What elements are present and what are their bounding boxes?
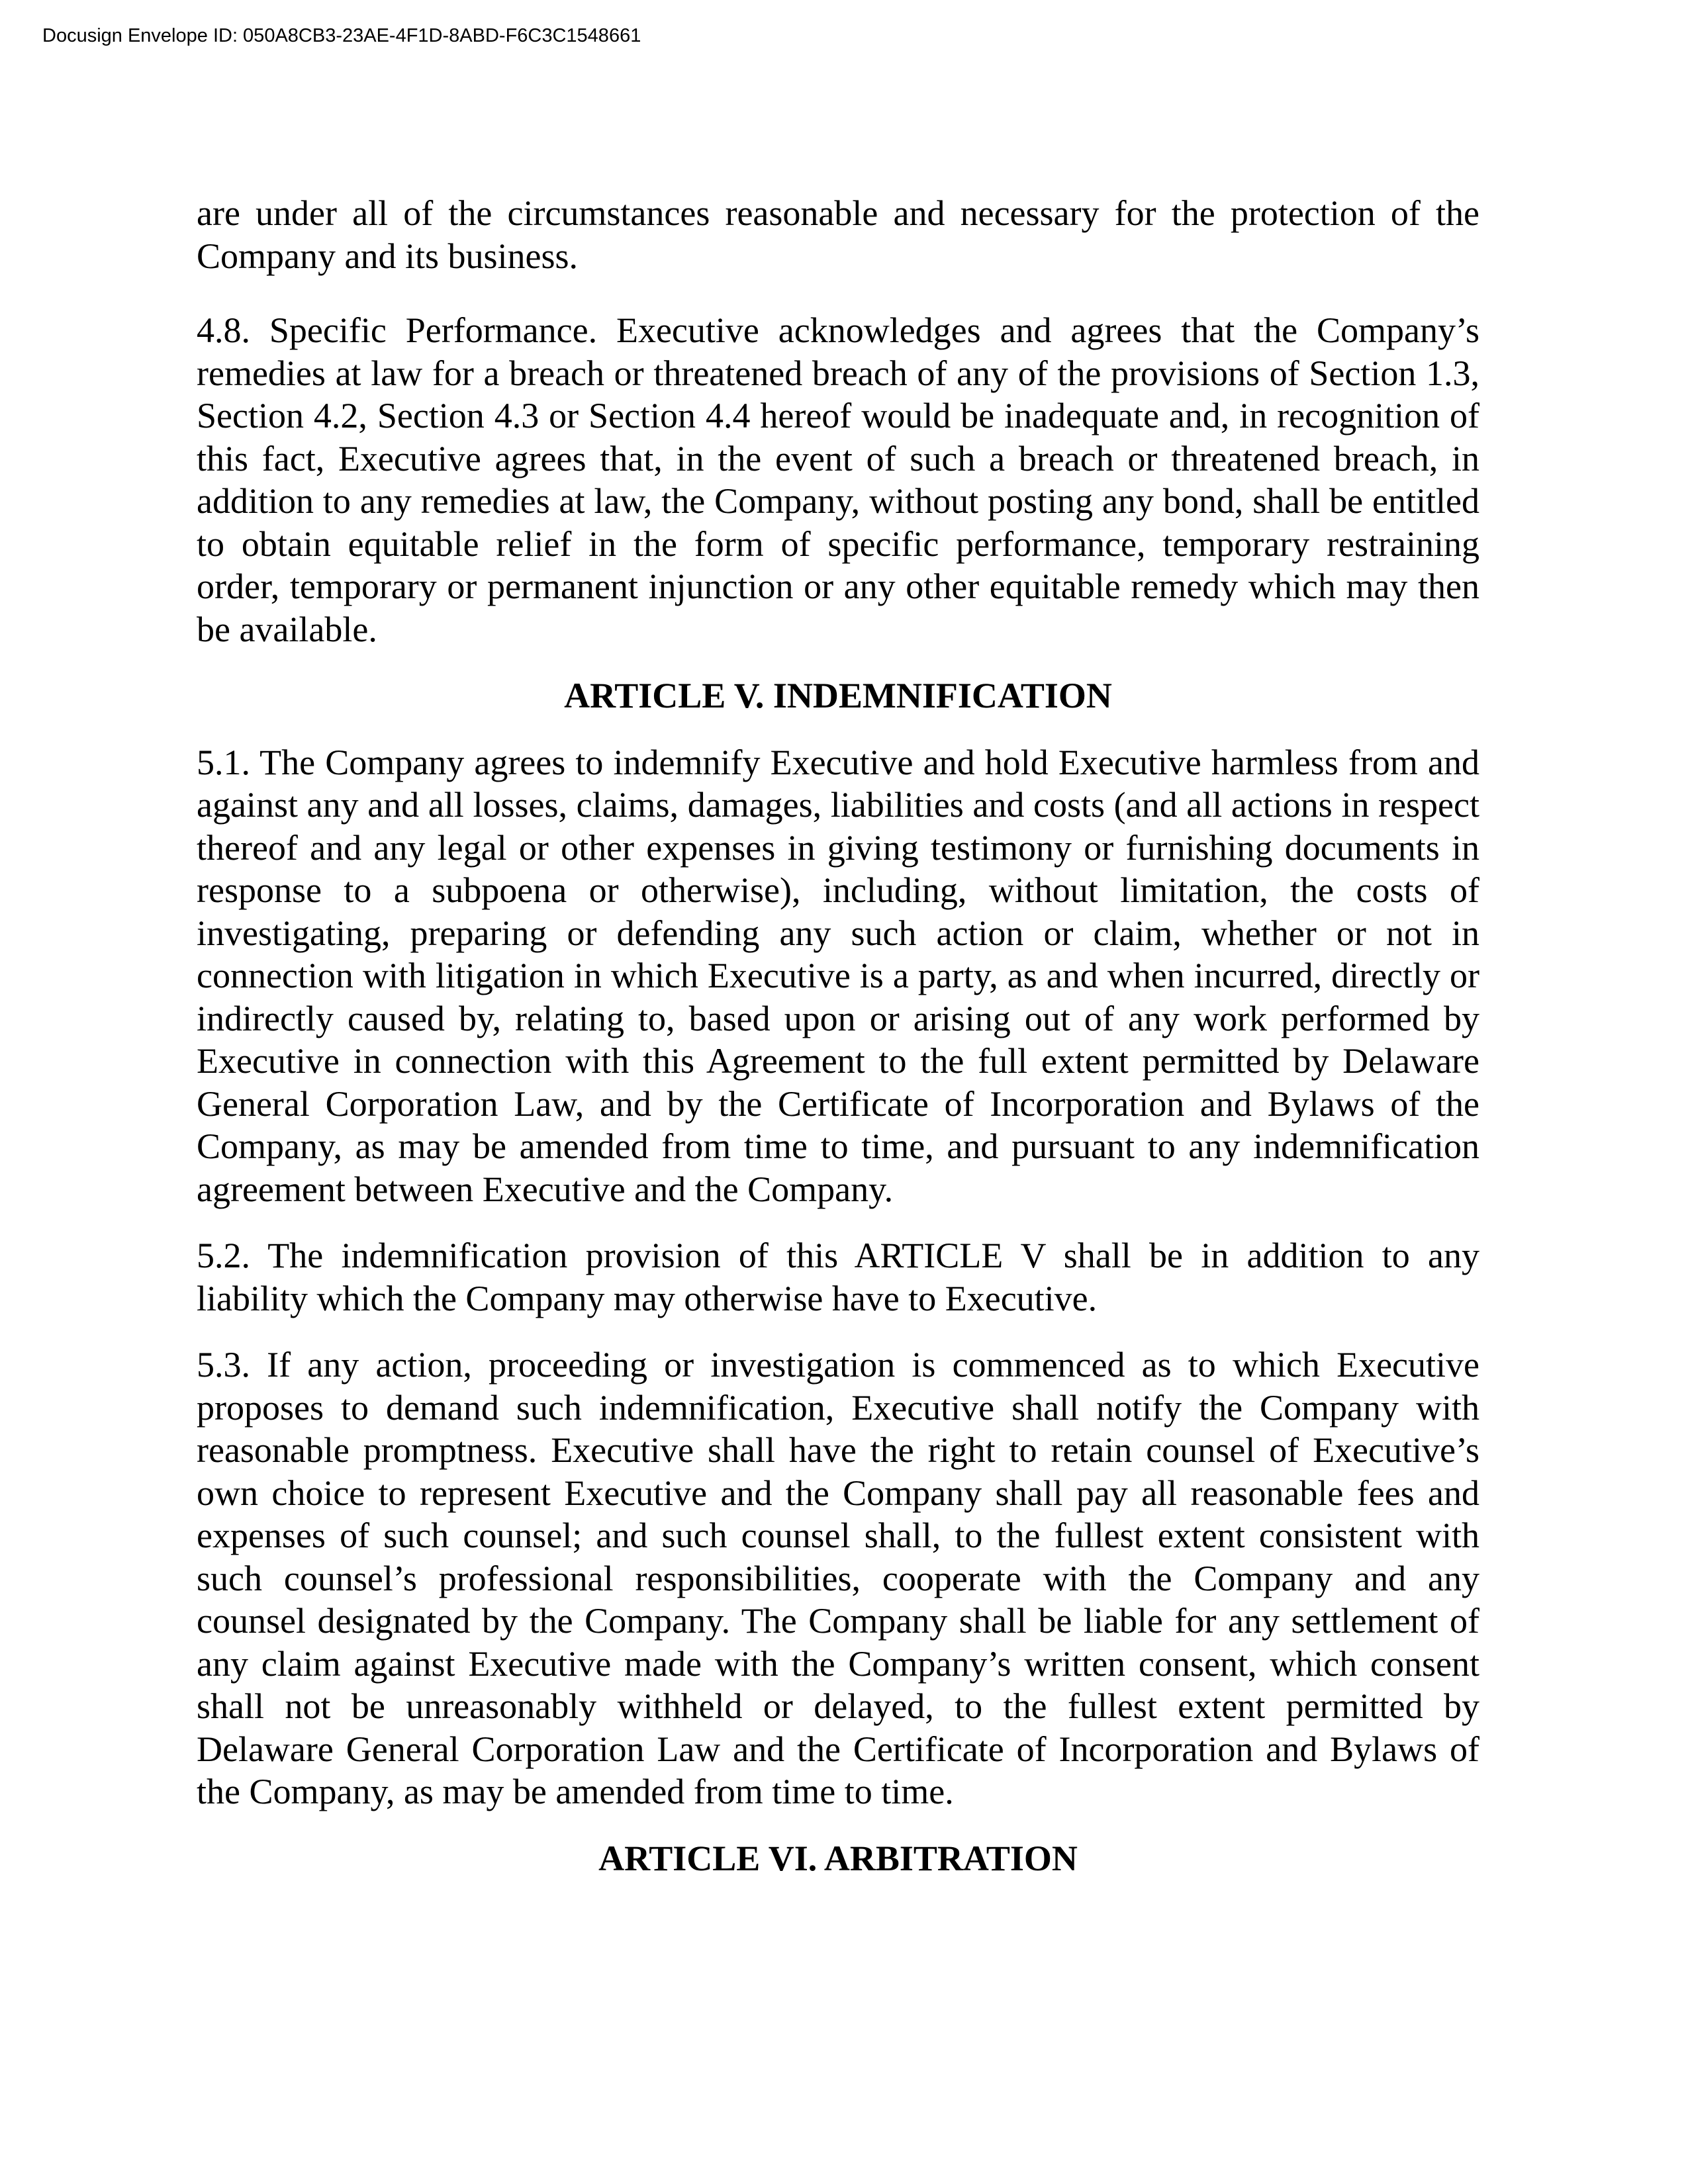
article-6-heading: ARTICLE VI. ARBITRATION (598, 1838, 1078, 1878)
section-4-8-paragraph: 4.8. Specific Performance. Executive acknowledges and agrees that the Company’s remedies at law for a breach or threatened breach of any of the provisions of Section 1.3, Section 4.2, Section 4.3 or Section 4.4 hereof would be inadequate and, in recognition of this fact, Executive agrees that, in the event of such a breach or threatened breach, in addition to any remedies at law, the Company, without posting any bond, shall be entitled to obtain equitable relief in the form of specific performance, temporary restraining order, temporary or permanent injunction or any other equitable remedy which may then be available. (197, 310, 1479, 649)
continuation-paragraph: are under all of the circumstances reasonable and necessary for the protection of the Company and its business. (197, 193, 1479, 276)
section-5-1-paragraph: 5.1. The Company agrees to indemnify Executive and hold Executive harmless from and against any and all losses, claims, damages, liabilities and costs (and all actions in respect thereof and any legal or other expenses in giving testimony or furnishing documents in response to a subpoena or otherwise), including, without limitation, the costs of investigating, preparing or defending any such action or claim, whether or not in connection with litigation in which Executive is a party, as and when incurred, directly or indirectly caused by, relating to, based upon or arising out of any work performed by Executive in connection with this Agreement to the full extent permitted by Delaware General Corporation Law, and by the Certificate of Incorporation and Bylaws of the Company, as may be amended from time to time, and pursuant to any indemnification agreement between Executive and the Company. (197, 742, 1479, 1209)
article-5-heading: ARTICLE V. INDEMNIFICATION (564, 676, 1112, 715)
envelope-id: Docusign Envelope ID: 050A8CB3-23AE-4F1D-8ABD-F6C3C1548661 (42, 25, 641, 46)
document-body (197, 192, 1479, 1903)
section-5-2-paragraph: 5.2. The indemnification provision of this ARTICLE V shall be in addition to any liability which the Company may otherwise have to Executive. (197, 1236, 1479, 1318)
section-5-3-paragraph: 5.3. If any action, proceeding or investigation is commenced as to which Executive proposes to demand such indemnification, Executive shall notify the Company with reasonable promptness. Executive shall have the right to retain counsel of Executive’s own choice to represent Executive and the Company shall pay all reasonable fees and expenses of such counsel; and such counsel shall, to the fullest extent consistent with such counsel’s professional responsibilities, cooperate with the Company and any counsel designated by the Company. The Company shall be liable for any settlement of any claim against Executive made with the Company’s written consent, which consent shall not be unreasonably withheld or delayed, to the fullest extent permitted by Delaware General Corporation Law and the Certificate of Incorporation and Bylaws of the Company, as may be amended from time to time. (197, 1345, 1479, 1811)
